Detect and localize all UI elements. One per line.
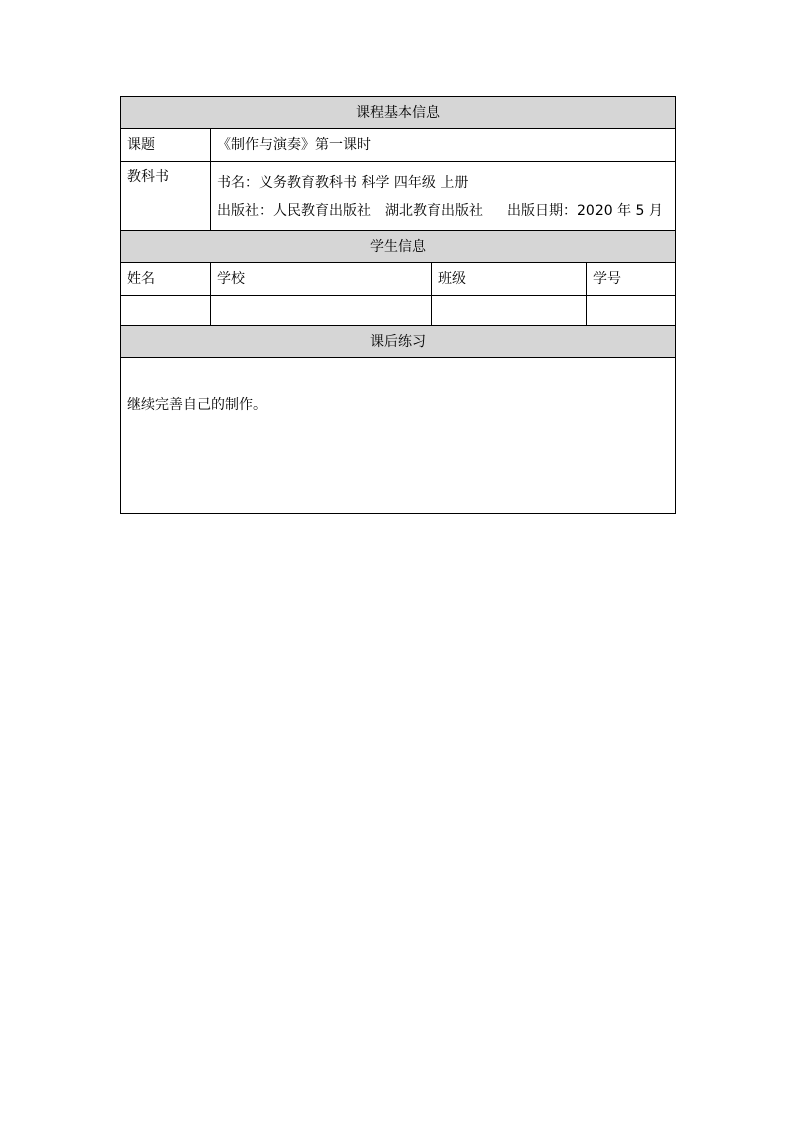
pub-month-unit: 月 (648, 203, 663, 219)
student-name-field[interactable] (121, 296, 211, 326)
student-info-header: 学生信息 (121, 231, 676, 263)
practice-content (121, 358, 676, 514)
textbook-label: 教科书 (121, 162, 211, 231)
publisher-line (217, 197, 669, 225)
student-school-field[interactable] (211, 296, 432, 326)
practice-header: 课后练习 (121, 326, 676, 358)
student-id-field[interactable] (587, 296, 676, 326)
practice-text: 继续完善自己的制作。 (127, 397, 267, 413)
student-col-name: 姓名 (121, 263, 211, 296)
book-name-line (217, 169, 669, 197)
book-grade: 四年级 (393, 175, 436, 191)
book-volume: 上册 (440, 175, 469, 191)
pub-month: 5 (635, 203, 645, 219)
student-col-class: 班级 (432, 263, 587, 296)
pub-year-unit: 年 (617, 203, 632, 219)
student-class-field[interactable] (432, 296, 587, 326)
student-col-id: 学号 (587, 263, 676, 296)
course-info-table (120, 96, 676, 514)
publisher-2: 湖北教育出版社 (385, 203, 483, 219)
pub-year: 2020 (577, 203, 613, 219)
student-col-school: 学校 (211, 263, 432, 296)
book-name-label: 书名： (217, 175, 259, 191)
book-name: 义务教育教科书 (259, 175, 357, 191)
course-info-header: 课程基本信息 (121, 97, 676, 129)
topic-value: 《制作与演奏》第一课时 (211, 129, 676, 162)
pub-date-label: 出版日期： (507, 203, 577, 219)
topic-label: 课题 (121, 129, 211, 162)
publisher-1: 人民教育出版社 (273, 203, 371, 219)
textbook-details (211, 162, 676, 231)
book-subject: 科学 (361, 175, 390, 191)
publisher-label: 出版社： (217, 203, 273, 219)
